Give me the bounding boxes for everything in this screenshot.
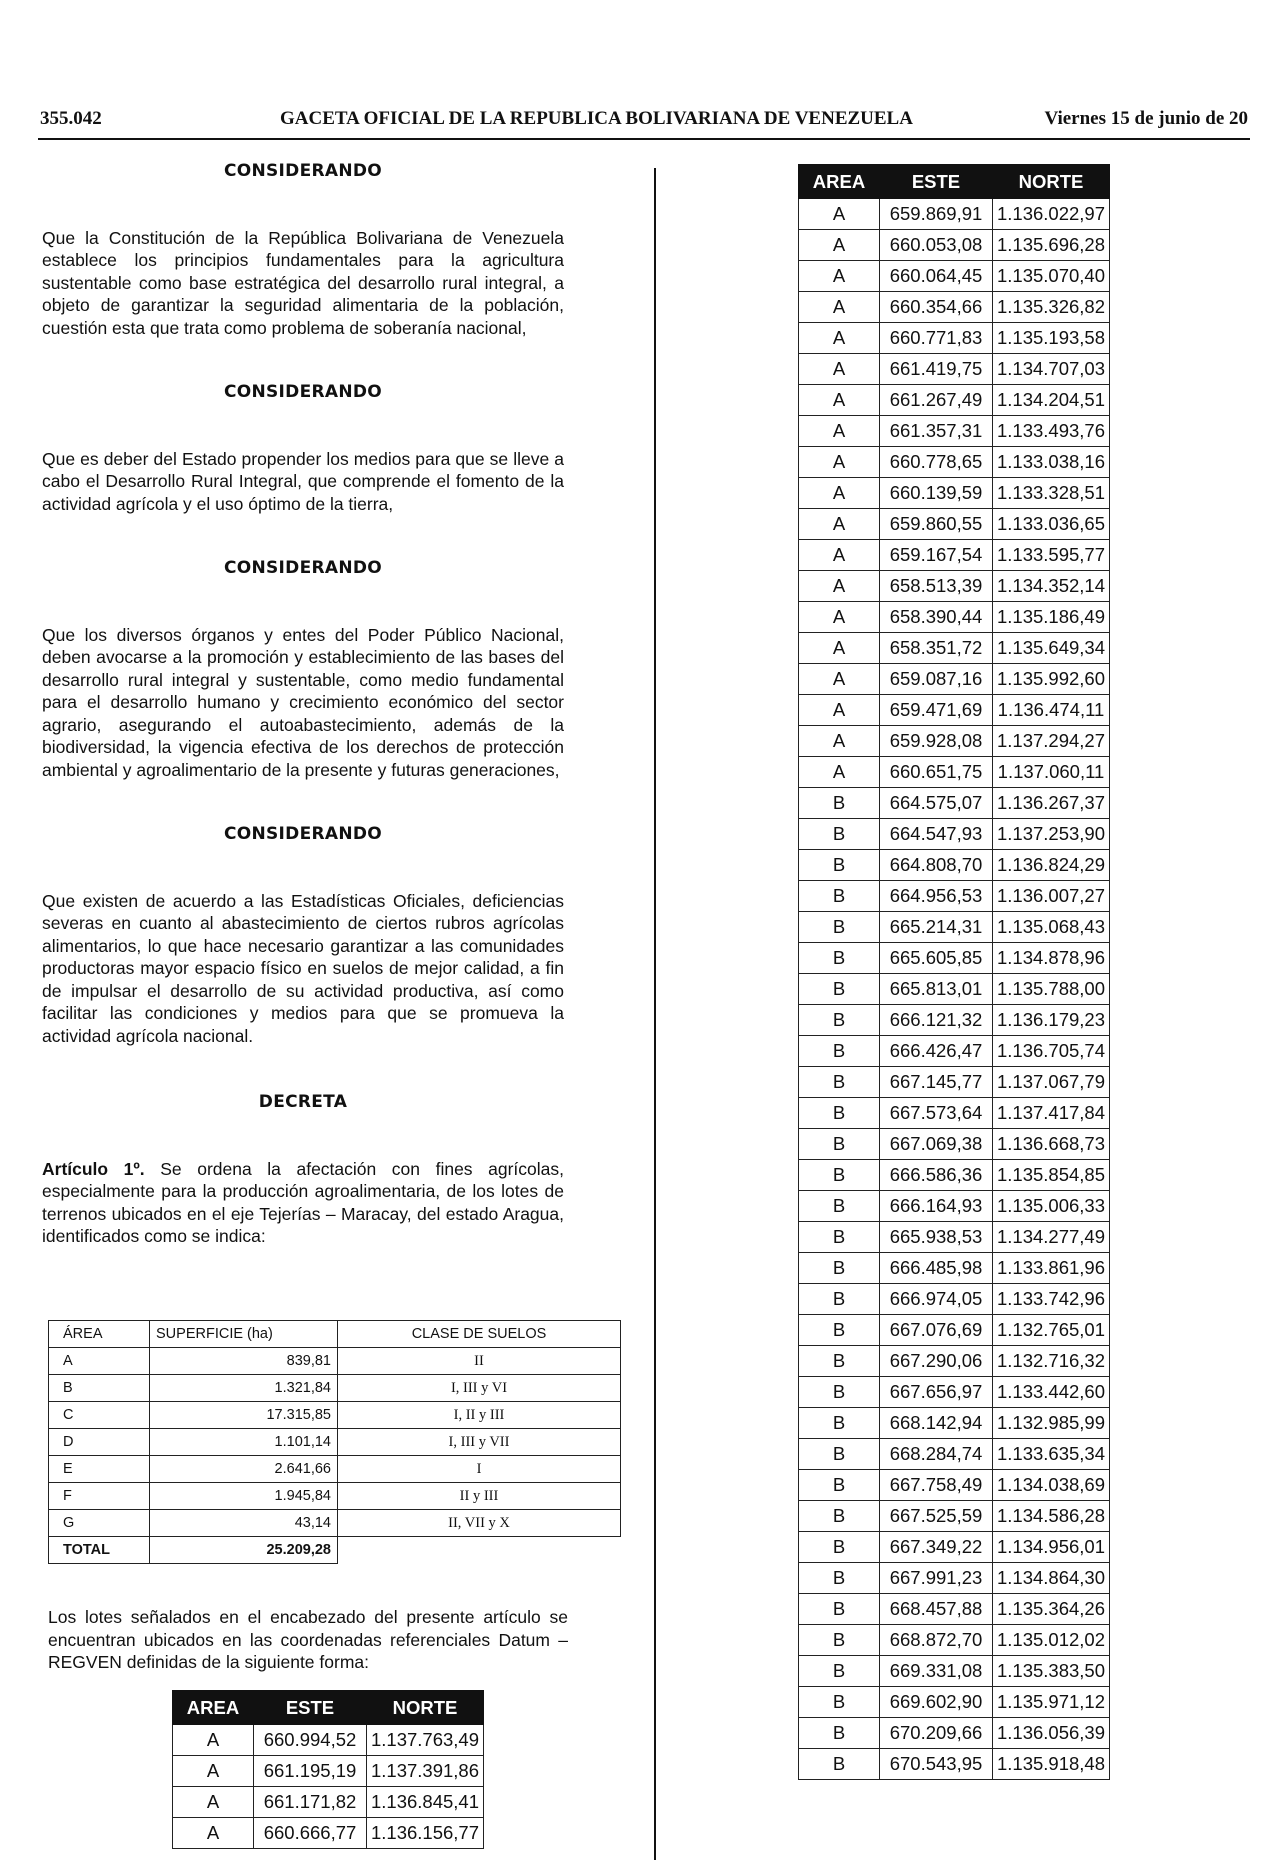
norte-cell: 1.136.267,37 (993, 788, 1110, 819)
este-cell: 666.485,98 (880, 1253, 993, 1284)
surface-cell: 43,14 (150, 1510, 338, 1537)
surface-row (49, 1456, 621, 1483)
area-cell: B (799, 1253, 880, 1284)
coord-row (799, 1222, 1110, 1253)
area-cell: C (49, 1402, 150, 1429)
este-cell: 664.956,53 (880, 881, 993, 912)
coord-row (799, 1749, 1110, 1780)
norte-cell: 1.133.595,77 (993, 540, 1110, 571)
coord-row (799, 633, 1110, 664)
norte-cell: 1.137.417,84 (993, 1098, 1110, 1129)
norte-cell: 1.135.006,33 (993, 1191, 1110, 1222)
area-cell: A (799, 416, 880, 447)
norte-cell: 1.133.442,60 (993, 1377, 1110, 1408)
soil-class-cell: II, VII y X (338, 1510, 621, 1537)
este-cell: 665.813,01 (880, 974, 993, 1005)
coord-row (799, 1191, 1110, 1222)
norte-cell: 1.132.716,32 (993, 1346, 1110, 1377)
soil-class-cell: I (338, 1456, 621, 1483)
este-cell: 658.351,72 (880, 633, 993, 664)
norte-cell: 1.135.971,12 (993, 1687, 1110, 1718)
este-cell: 660.666,77 (254, 1818, 367, 1849)
area-cell: B (799, 1563, 880, 1594)
este-cell: 660.994,52 (254, 1725, 367, 1756)
coord-row (799, 819, 1110, 850)
coord-row (799, 664, 1110, 695)
area-cell: B (799, 1160, 880, 1191)
norte-cell: 1.135.918,48 (993, 1749, 1110, 1780)
left-column (42, 160, 564, 1248)
coord-row (799, 1594, 1110, 1625)
este-cell: 661.357,31 (880, 416, 993, 447)
este-cell: 668.872,70 (880, 1625, 993, 1656)
norte-cell: 1.135.992,60 (993, 664, 1110, 695)
este-cell: 660.771,83 (880, 323, 993, 354)
area-cell: B (799, 1129, 880, 1160)
este-cell: 659.167,54 (880, 540, 993, 571)
norte-cell: 1.135.649,34 (993, 633, 1110, 664)
norte-cell: 1.137.763,49 (367, 1725, 484, 1756)
article-label: Artículo 1º. (42, 1158, 145, 1179)
surface-row (49, 1348, 621, 1375)
surface-table-body (49, 1348, 621, 1537)
area-cell: B (799, 819, 880, 850)
norte-cell: 1.135.186,49 (993, 602, 1110, 633)
norte-cell: 1.135.696,28 (993, 230, 1110, 261)
este-cell: 666.426,47 (880, 1036, 993, 1067)
surface-row (49, 1483, 621, 1510)
este-cell: 667.573,64 (880, 1098, 993, 1129)
norte-cell: 1.136.156,77 (367, 1818, 484, 1849)
col-header-norte: NORTE (367, 1691, 484, 1725)
coord-row (799, 261, 1110, 292)
este-cell: 665.214,31 (880, 912, 993, 943)
area-cell: B (799, 1656, 880, 1687)
coord-row (799, 292, 1110, 323)
header-rule (38, 138, 1250, 140)
col-header-soil-class: CLASE DE SUELOS (338, 1321, 621, 1348)
norte-cell: 1.136.824,29 (993, 850, 1110, 881)
section-text: Que los diversos órganos y entes del Poder Público Nacional, deben avocarse a la promoción y establecimiento de las bases del desarrollo rural integral y sustentable, como medio fundamental para el desarrollo humano y crecimiento económico del sector agrario, asegurando el autoabastecimiento, además de la biodiversidad, la vigencia efectiva de los derechos de protección ambiental y agroalimentario de la presente y futuras generaciones, (42, 624, 564, 780)
norte-cell: 1.133.861,96 (993, 1253, 1110, 1284)
coord-row (799, 199, 1110, 230)
este-cell: 659.869,91 (880, 199, 993, 230)
column-divider (654, 168, 656, 1860)
area-cell: B (799, 1098, 880, 1129)
este-cell: 660.139,59 (880, 478, 993, 509)
area-cell: A (799, 695, 880, 726)
section-title: CONSIDERANDO (223, 558, 383, 578)
area-cell: F (49, 1483, 150, 1510)
este-cell: 667.758,49 (880, 1470, 993, 1501)
coords-intro: Los lotes señalados en el encabezado del presente artículo se encuentran ubicados en las coordenadas referenciales Datum – REGVEN definidas de la siguiente forma: (48, 1607, 568, 1672)
norte-cell: 1.134.204,51 (993, 385, 1110, 416)
norte-cell: 1.134.352,14 (993, 571, 1110, 602)
norte-cell: 1.135.193,58 (993, 323, 1110, 354)
section-text: Que es deber del Estado propender los medios para que se lleve a cabo el Desarrollo Rural Integral, que comprende el fomento de la actividad agrícola y el uso óptimo de la tierra, (42, 448, 564, 514)
este-cell: 666.164,93 (880, 1191, 993, 1222)
este-cell: 667.145,77 (880, 1067, 993, 1098)
soil-class-cell: I, III y VII (338, 1429, 621, 1456)
este-cell: 661.267,49 (880, 385, 993, 416)
este-cell: 668.284,74 (880, 1439, 993, 1470)
coord-row (799, 1439, 1110, 1470)
coord-row (799, 974, 1110, 1005)
surface-cell: 17.315,85 (150, 1402, 338, 1429)
area-cell: A (173, 1756, 254, 1787)
coord-row (799, 1718, 1110, 1749)
norte-cell: 1.133.635,34 (993, 1439, 1110, 1470)
norte-cell: 1.135.070,40 (993, 261, 1110, 292)
coord-row (799, 1687, 1110, 1718)
section-title: CONSIDERANDO (223, 824, 383, 844)
section-3 (42, 557, 564, 781)
surface-header-row (49, 1321, 621, 1348)
coord-row (799, 881, 1110, 912)
este-cell: 659.471,69 (880, 695, 993, 726)
norte-cell: 1.135.068,43 (993, 912, 1110, 943)
area-cell: E (49, 1456, 150, 1483)
norte-cell: 1.133.742,96 (993, 1284, 1110, 1315)
este-cell: 668.457,88 (880, 1594, 993, 1625)
section-2 (42, 381, 564, 515)
area-cell: A (799, 726, 880, 757)
coord-row (799, 1160, 1110, 1191)
total-label: TOTAL (49, 1537, 150, 1564)
area-cell: A (799, 509, 880, 540)
este-cell: 666.586,36 (880, 1160, 993, 1191)
total-value: 25.209,28 (150, 1537, 338, 1564)
norte-cell: 1.133.328,51 (993, 478, 1110, 509)
area-cell: B (799, 1346, 880, 1377)
col-header-este: ESTE (880, 165, 993, 199)
norte-cell: 1.135.364,26 (993, 1594, 1110, 1625)
surface-cell: 1.945,84 (150, 1483, 338, 1510)
norte-cell: 1.134.038,69 (993, 1470, 1110, 1501)
norte-cell: 1.133.493,76 (993, 416, 1110, 447)
este-cell: 665.938,53 (880, 1222, 993, 1253)
area-cell: D (49, 1429, 150, 1456)
este-cell: 670.209,66 (880, 1718, 993, 1749)
este-cell: 667.069,38 (880, 1129, 993, 1160)
este-cell: 667.525,59 (880, 1501, 993, 1532)
este-cell: 666.974,05 (880, 1284, 993, 1315)
coords-table-right (798, 164, 1110, 1780)
area-cell: B (799, 1315, 880, 1346)
este-cell: 667.290,06 (880, 1346, 993, 1377)
coords-table-left (172, 1690, 484, 1849)
surface-total-row (49, 1537, 621, 1564)
area-cell: A (799, 354, 880, 385)
coord-row (173, 1787, 484, 1818)
coord-row (799, 354, 1110, 385)
coord-row (799, 540, 1110, 571)
area-cell: B (799, 1377, 880, 1408)
coord-row (799, 1563, 1110, 1594)
page-number: 355.042 (40, 108, 102, 129)
area-cell: B (799, 1749, 880, 1780)
este-cell: 659.860,55 (880, 509, 993, 540)
coord-row (799, 1129, 1110, 1160)
coord-row (799, 1625, 1110, 1656)
area-cell: G (49, 1510, 150, 1537)
coords-left-body (173, 1725, 484, 1849)
coord-row (799, 1346, 1110, 1377)
coords-right-body (799, 199, 1110, 1780)
este-cell: 664.575,07 (880, 788, 993, 819)
este-cell: 667.349,22 (880, 1532, 993, 1563)
coord-row (799, 1408, 1110, 1439)
este-cell: 666.121,32 (880, 1005, 993, 1036)
area-cell: B (799, 1625, 880, 1656)
coord-row (799, 1470, 1110, 1501)
este-cell: 667.656,97 (880, 1377, 993, 1408)
soil-class-cell: II (338, 1348, 621, 1375)
area-cell: B (799, 1594, 880, 1625)
coord-row (799, 850, 1110, 881)
norte-cell: 1.136.845,41 (367, 1787, 484, 1818)
area-cell: B (49, 1375, 150, 1402)
area-cell: A (799, 199, 880, 230)
area-cell: A (799, 261, 880, 292)
area-cell: B (799, 943, 880, 974)
coord-row (799, 726, 1110, 757)
norte-cell: 1.137.067,79 (993, 1067, 1110, 1098)
soil-class-cell: II y III (338, 1483, 621, 1510)
surface-row (49, 1402, 621, 1429)
este-cell: 665.605,85 (880, 943, 993, 974)
norte-cell: 1.134.586,28 (993, 1501, 1110, 1532)
este-cell: 661.419,75 (880, 354, 993, 385)
surface-row (49, 1375, 621, 1402)
este-cell: 658.513,39 (880, 571, 993, 602)
coord-row (799, 1036, 1110, 1067)
coord-row (799, 509, 1110, 540)
surface-cell: 839,81 (150, 1348, 338, 1375)
area-cell: B (799, 1067, 880, 1098)
coord-row (799, 1005, 1110, 1036)
coord-row (799, 788, 1110, 819)
coord-row (799, 1284, 1110, 1315)
area-cell: A (173, 1787, 254, 1818)
gazette-header (40, 108, 1248, 136)
coord-row (799, 447, 1110, 478)
norte-cell: 1.134.864,30 (993, 1563, 1110, 1594)
area-cell: B (799, 1005, 880, 1036)
soil-class-cell: I, II y III (338, 1402, 621, 1429)
norte-cell: 1.136.022,97 (993, 199, 1110, 230)
area-cell: A (799, 385, 880, 416)
area-cell: B (799, 974, 880, 1005)
coord-row (799, 1377, 1110, 1408)
section-title: CONSIDERANDO (223, 382, 383, 402)
gazette-date: Viernes 15 de junio de 20 (1044, 108, 1248, 129)
surface-cell: 1.321,84 (150, 1375, 338, 1402)
coord-row (799, 385, 1110, 416)
este-cell: 667.991,23 (880, 1563, 993, 1594)
area-cell: B (799, 1222, 880, 1253)
area-cell: A (173, 1725, 254, 1756)
surface-row (49, 1429, 621, 1456)
area-cell: B (799, 912, 880, 943)
area-cell: B (799, 1687, 880, 1718)
este-cell: 664.547,93 (880, 819, 993, 850)
area-cell: B (799, 788, 880, 819)
norte-cell: 1.137.253,90 (993, 819, 1110, 850)
coord-row (799, 1501, 1110, 1532)
norte-cell: 1.135.326,82 (993, 292, 1110, 323)
area-cell: A (799, 323, 880, 354)
norte-cell: 1.133.036,65 (993, 509, 1110, 540)
surface-table (48, 1320, 621, 1564)
coord-row (173, 1756, 484, 1787)
norte-cell: 1.136.474,11 (993, 695, 1110, 726)
area-cell: B (799, 1036, 880, 1067)
decreta-title: DECRETA (258, 1092, 348, 1112)
section-text: Que la Constitución de la República Bolivariana de Venezuela establece los principios fundamentales para la agricultura sustentable como base estratégica del desarrollo rural integral, a objeto de garantizar la seguridad alimentaria de la población, cuestión esta que trata como problema de soberanía nacional, (42, 227, 564, 338)
este-cell: 669.331,08 (880, 1656, 993, 1687)
coord-row (799, 230, 1110, 261)
coord-row (799, 757, 1110, 788)
coord-row (799, 416, 1110, 447)
coord-row (799, 602, 1110, 633)
section-text: Que existen de acuerdo a las Estadísticas Oficiales, deficiencias severas en cuanto al abastecimiento de ciertos rubros agrícolas alimentarios, lo que hace necesario garantizar a las comunidades productoras mayor espacio físico en suelos de mejor calidad, a fin de impulsar el desarrollo de su actividad productiva, así como facilitar las condiciones y medios para que se promueva la actividad agrícola nacional. (42, 890, 564, 1046)
area-cell: B (799, 1501, 880, 1532)
coord-row (799, 1067, 1110, 1098)
norte-cell: 1.136.179,23 (993, 1005, 1110, 1036)
col-header-area: AREA (173, 1691, 254, 1725)
col-header-area: AREA (799, 165, 880, 199)
este-cell: 669.602,90 (880, 1687, 993, 1718)
area-cell: B (799, 1532, 880, 1563)
area-cell: B (799, 1470, 880, 1501)
area-cell: A (799, 230, 880, 261)
coord-row (799, 571, 1110, 602)
coord-row (799, 478, 1110, 509)
este-cell: 667.076,69 (880, 1315, 993, 1346)
coord-row (799, 1253, 1110, 1284)
area-cell: A (799, 633, 880, 664)
area-cell: B (799, 1718, 880, 1749)
este-cell: 660.064,45 (880, 261, 993, 292)
section-4 (42, 823, 564, 1047)
area-cell: B (799, 881, 880, 912)
area-cell: A (799, 571, 880, 602)
este-cell: 670.543,95 (880, 1749, 993, 1780)
este-cell: 661.195,19 (254, 1756, 367, 1787)
este-cell: 660.354,66 (880, 292, 993, 323)
coord-row (173, 1818, 484, 1849)
este-cell: 659.928,08 (880, 726, 993, 757)
surface-cell: 1.101,14 (150, 1429, 338, 1456)
article-text: Se ordena la afectación con fines agrícolas, especialmente para la producción agroalimentaria, de los lotes de terrenos ubicados en el eje Tejerías – Maracay, del estado Aragua, identificados como se indica: (42, 1158, 564, 1246)
norte-cell: 1.133.038,16 (993, 447, 1110, 478)
area-cell: A (799, 292, 880, 323)
norte-cell: 1.134.277,49 (993, 1222, 1110, 1253)
soil-class-cell: I, III y VI (338, 1375, 621, 1402)
este-cell: 668.142,94 (880, 1408, 993, 1439)
area-cell: A (799, 664, 880, 695)
col-header-area: ÁREA (49, 1321, 150, 1348)
norte-cell: 1.134.878,96 (993, 943, 1110, 974)
coord-row (799, 912, 1110, 943)
este-cell: 658.390,44 (880, 602, 993, 633)
norte-cell: 1.135.854,85 (993, 1160, 1110, 1191)
article-1 (42, 1158, 564, 1248)
norte-cell: 1.135.788,00 (993, 974, 1110, 1005)
area-cell: A (49, 1348, 150, 1375)
coords-header-row (799, 165, 1110, 199)
area-cell: A (799, 540, 880, 571)
surface-row (49, 1510, 621, 1537)
area-cell: B (799, 1408, 880, 1439)
norte-cell: 1.137.294,27 (993, 726, 1110, 757)
norte-cell: 1.132.985,99 (993, 1408, 1110, 1439)
gazette-title: GACETA OFICIAL DE LA REPUBLICA BOLIVARIANA DE VENEZUELA (280, 108, 913, 129)
section-title: CONSIDERANDO (223, 161, 383, 181)
norte-cell: 1.137.391,86 (367, 1756, 484, 1787)
este-cell: 660.053,08 (880, 230, 993, 261)
coord-row (799, 1532, 1110, 1563)
este-cell: 659.087,16 (880, 664, 993, 695)
area-cell: A (799, 757, 880, 788)
coord-row (173, 1725, 484, 1756)
coords-header-row (173, 1691, 484, 1725)
area-cell: B (799, 1284, 880, 1315)
col-header-surface: SUPERFICIE (ha) (150, 1321, 338, 1348)
este-cell: 664.808,70 (880, 850, 993, 881)
area-cell: A (799, 447, 880, 478)
area-cell: B (799, 1191, 880, 1222)
area-cell: B (799, 1439, 880, 1470)
surface-cell: 2.641,66 (150, 1456, 338, 1483)
coord-row (799, 943, 1110, 974)
norte-cell: 1.132.765,01 (993, 1315, 1110, 1346)
coord-row (799, 1656, 1110, 1687)
norte-cell: 1.136.705,74 (993, 1036, 1110, 1067)
norte-cell: 1.135.383,50 (993, 1656, 1110, 1687)
col-header-este: ESTE (254, 1691, 367, 1725)
este-cell: 661.171,82 (254, 1787, 367, 1818)
este-cell: 660.778,65 (880, 447, 993, 478)
norte-cell: 1.135.012,02 (993, 1625, 1110, 1656)
norte-cell: 1.136.056,39 (993, 1718, 1110, 1749)
coord-row (799, 1098, 1110, 1129)
coord-row (799, 695, 1110, 726)
area-cell: A (173, 1818, 254, 1849)
este-cell: 660.651,75 (880, 757, 993, 788)
norte-cell: 1.137.060,11 (993, 757, 1110, 788)
section-1 (42, 160, 564, 339)
norte-cell: 1.134.956,01 (993, 1532, 1110, 1563)
area-cell: A (799, 478, 880, 509)
norte-cell: 1.134.707,03 (993, 354, 1110, 385)
col-header-norte: NORTE (993, 165, 1110, 199)
norte-cell: 1.136.007,27 (993, 881, 1110, 912)
norte-cell: 1.136.668,73 (993, 1129, 1110, 1160)
area-cell: B (799, 850, 880, 881)
coord-row (799, 1315, 1110, 1346)
coord-row (799, 323, 1110, 354)
area-cell: A (799, 602, 880, 633)
